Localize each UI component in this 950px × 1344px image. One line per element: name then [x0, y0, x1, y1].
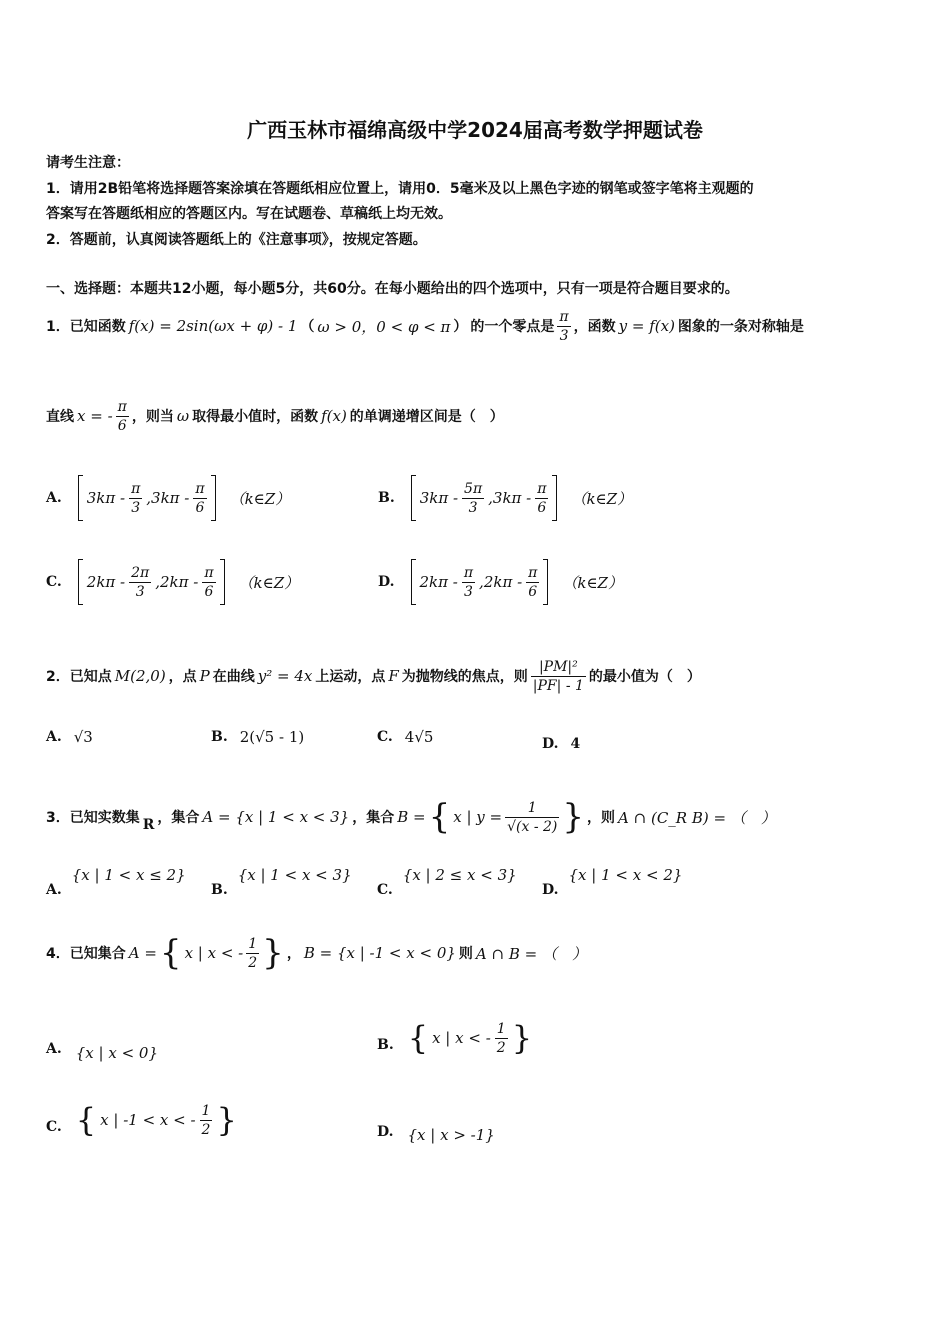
q4-t1: ， — [286, 946, 301, 962]
q3-real-set: R — [142, 817, 155, 833]
right-bracket — [543, 559, 548, 605]
q4-set-a-fraction: $\frac{1}{2}$ — [248, 935, 258, 971]
q1-option-a-label: A. — [46, 490, 62, 506]
q4-option-d-value: {x | x > -1} — [407, 1126, 495, 1144]
q3-t3: ，则 — [587, 810, 616, 826]
q1-b-frac-2: $\frac{\pi}{6}$ — [537, 480, 547, 516]
q4-option-c-fraction: $\frac{1}{2}$ — [201, 1102, 211, 1138]
q1-text-a: 的一个零点是 — [470, 319, 555, 335]
q2-option-b-value: 2(√5 - 1) — [239, 728, 305, 746]
q1-d-cond: （k∈Z） — [562, 573, 623, 592]
q3-option-d-value: {x | 1 < x < 2} — [568, 866, 683, 884]
q1-a-mid: ,3kπ - — [146, 489, 190, 507]
question-3 — [46, 792, 776, 842]
q2-t1: ，点 — [168, 669, 197, 685]
q1-text-f: 取得最小值时，函数 — [192, 409, 319, 425]
q1-zero-fraction: $\frac{\pi}{3}$ — [559, 308, 569, 344]
right-bracket — [211, 475, 216, 521]
q4-expression: A ∩ B = （ ） — [475, 944, 587, 963]
q1-condition: ω > 0，0 < φ < π — [317, 317, 451, 336]
q3-option-d-label: D. — [542, 882, 559, 898]
q4-option-d[interactable] — [377, 1120, 495, 1144]
q4-set-b: B = {x | -1 < x < 0} — [303, 944, 456, 962]
right-brace: } — [262, 933, 284, 973]
q1-option-a[interactable] — [46, 474, 290, 522]
q2-option-d-label: D. — [542, 736, 559, 752]
q2-t3: 上运动，点 — [315, 669, 386, 685]
question-1-line-1 — [46, 306, 804, 346]
q1-c-mid: ,2kπ - — [155, 573, 199, 591]
q1-option-c[interactable] — [46, 558, 299, 606]
q1-omega: ω — [176, 407, 190, 425]
q4-number: 4．已知集合 — [46, 946, 126, 962]
left-bracket — [411, 475, 416, 521]
q1-c-cond: （k∈Z） — [238, 573, 300, 592]
q2-number: 2．已知点 — [46, 669, 112, 685]
q2-point-p: P — [199, 667, 210, 685]
q3-option-a-value: {x | 1 < x ≤ 2} — [71, 866, 186, 884]
section-heading: 一、选择题：本题共12小题，每小题5分，共60分。在每小题给出的四个选项中，只有一项是符合题目要求的。 — [46, 281, 739, 297]
right-brace: } — [216, 1101, 237, 1139]
q1-c-frac-2: $\frac{\pi}{6}$ — [204, 564, 214, 600]
right-bracket — [552, 475, 557, 521]
q4-option-b-fraction: $\frac{1}{2}$ — [496, 1020, 506, 1056]
q2-option-d[interactable] — [542, 736, 580, 752]
q4-set-a-inner: x | x < - — [184, 944, 244, 962]
q4-option-a[interactable] — [46, 1036, 158, 1062]
q4-set-a-lhs: A = — [128, 944, 157, 962]
q3-option-c[interactable] — [377, 866, 517, 898]
left-bracket — [78, 475, 83, 521]
notice-line-3: 2．答题前，认真阅读答题纸上的《注意事项》，按规定答题。 — [46, 232, 427, 248]
question-4 — [46, 928, 587, 978]
q1-b-mid: ,3kπ - — [488, 489, 532, 507]
q3-option-b-value: {x | 1 < x < 3} — [237, 866, 352, 884]
q4-option-d-label: D. — [377, 1124, 394, 1140]
q1-b-left: 3kπ - — [419, 489, 459, 507]
q1-d-left: 2kπ - — [419, 573, 458, 591]
q1-option-c-label: C. — [46, 574, 62, 590]
q1-a-left: 3kπ - — [86, 489, 126, 507]
q2-curve: y² = 4x — [257, 667, 313, 685]
q2-option-c-label: C. — [377, 729, 393, 745]
q4-option-c-inner: x | -1 < x < - — [100, 1111, 196, 1129]
q4-option-a-value: {x | x < 0} — [75, 1044, 158, 1062]
q4-option-a-label: A. — [46, 1041, 62, 1057]
q1-b-cond: （k∈Z） — [571, 489, 633, 508]
q3-t2: ，集合 — [352, 810, 395, 826]
right-brace: } — [511, 1019, 533, 1057]
q1-c-frac-1: $\frac{2\pi}{3}$ — [131, 564, 150, 600]
q1-number: 1．已知函数 — [46, 319, 126, 335]
q1-d-frac-1: $\frac{\pi}{3}$ — [463, 564, 474, 600]
q3-set-a: A = {x | 1 < x < 3} — [202, 808, 350, 826]
q1-axis-fraction: $\frac{\pi}{6}$ — [117, 398, 127, 434]
q3-option-a-label: A. — [46, 882, 62, 898]
left-brace: { — [75, 1101, 97, 1139]
q2-option-a-label: A. — [46, 729, 62, 745]
q1-d-frac-2: $\frac{\pi}{6}$ — [528, 564, 538, 600]
question-1-line-2 — [46, 394, 504, 438]
q1-a-frac-1: $\frac{\pi}{3}$ — [131, 480, 141, 516]
q2-point-m: M(2,0) — [114, 667, 166, 685]
q1-b-frac-1: $\frac{5\pi}{3}$ — [464, 480, 483, 516]
right-bracket — [220, 559, 225, 605]
q2-fraction: $\frac{\text{|PM|²}}{|PF| - 1}$ — [532, 658, 584, 694]
q2-option-c-value: 4√5 — [404, 728, 434, 746]
q1-option-b[interactable] — [378, 474, 632, 522]
q2-point-f: F — [388, 667, 399, 685]
q2-t5: 的最小值为（ ） — [588, 669, 701, 685]
q4-t2: 则 — [458, 946, 473, 962]
left-brace: { — [428, 797, 451, 837]
q4-option-b[interactable] — [377, 1012, 532, 1064]
q1-option-d[interactable] — [378, 558, 623, 606]
q3-set-b-lhs: B = — [397, 808, 426, 826]
q1-c-left: 2kπ - — [86, 573, 126, 591]
q1-cond-close: ） — [453, 319, 468, 335]
q1-text-e: ，则当 — [131, 409, 174, 425]
q2-option-c[interactable] — [377, 728, 433, 746]
q4-option-c[interactable] — [46, 1094, 237, 1146]
notice-line-1: 1．请用2B铅笔将选择题答案涂填在答题纸相应位置上，请用0．5毫米及以上黑色字迹的钢笔或签字笔将主观题的 — [46, 181, 754, 197]
left-bracket — [411, 559, 416, 605]
page-title: 广西玉林市福绵高级中学2024届高考数学押题试卷 — [247, 118, 703, 142]
q1-a-frac-2: $\frac{\pi}{6}$ — [195, 480, 205, 516]
q3-set-b-inner: x | y = — [453, 808, 503, 826]
q1-fx: f(x) — [321, 407, 347, 425]
q3-option-c-value: {x | 2 ≤ x < 3} — [402, 866, 517, 884]
right-brace: } — [562, 797, 585, 837]
q1-text-b: ，函数 — [573, 319, 616, 335]
q2-option-a-value: √3 — [73, 728, 93, 746]
q1-text-g: 的单调递增区间是（ ） — [349, 409, 504, 425]
q1-d-mid: ,2kπ - — [479, 573, 523, 591]
q1-option-b-label: B. — [378, 490, 395, 506]
q4-option-b-inner: x | x < - — [432, 1029, 491, 1047]
q3-number: 3．已知实数集 — [46, 810, 140, 826]
notice-heading: 请考生注意： — [46, 155, 130, 171]
left-brace: { — [407, 1019, 429, 1057]
q3-expression: A ∩ (C_R B) = （ ） — [618, 808, 776, 827]
q2-option-b-label: B. — [211, 729, 228, 745]
q2-option-a[interactable] — [46, 728, 93, 746]
q3-t1: ，集合 — [157, 810, 200, 826]
q1-axis-lhs: x = - — [77, 407, 113, 425]
q2-t4: 为抛物线的焦点，则 — [401, 669, 528, 685]
q2-option-b[interactable] — [211, 728, 304, 746]
q1-function: f(x) = 2sin(ωx + φ) - 1 — [128, 317, 298, 335]
q1-yfx: y = f(x) — [618, 317, 675, 335]
q1-cond-open: （ — [300, 319, 315, 335]
q4-option-c-label: C. — [46, 1119, 62, 1135]
q3-set-b-fraction: $\frac{1}{√(x - 2)}$ — [507, 799, 558, 835]
notice-line-2: 答案写在答题纸相应的答题区内。写在试题卷、草稿纸上均无效。 — [46, 206, 452, 222]
q3-option-b-label: B. — [211, 882, 228, 898]
q3-option-b[interactable] — [211, 866, 352, 898]
left-brace: { — [159, 933, 182, 973]
left-bracket — [78, 559, 83, 605]
q1-a-cond: （k∈Z） — [229, 489, 291, 508]
q1-text-d: 直线 — [46, 409, 74, 425]
q2-option-d-value: 4 — [570, 736, 581, 752]
q3-option-c-label: C. — [377, 882, 393, 898]
question-2 — [46, 654, 701, 698]
q3-option-a[interactable] — [46, 866, 186, 898]
q3-option-d[interactable] — [542, 866, 682, 898]
q1-text-c: 图象的一条对称轴是 — [677, 319, 804, 335]
q1-option-d-label: D. — [378, 574, 395, 590]
q4-option-b-label: B. — [377, 1037, 394, 1053]
q2-t2: 在曲线 — [212, 669, 255, 685]
